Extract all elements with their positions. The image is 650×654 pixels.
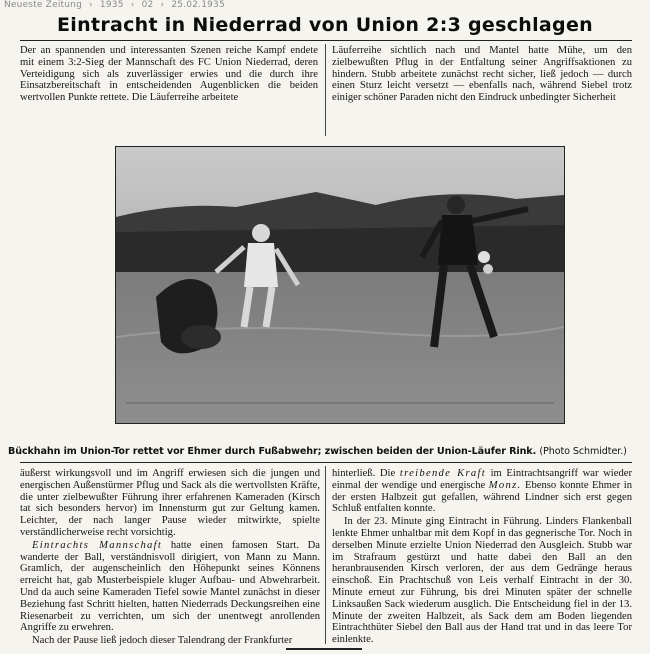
- caption-text: Bückhahn im Union-Tor rettet vor Ehmer durch Fußabwehr; zwischen beiden der Union-Läufer Rink.: [8, 446, 537, 457]
- breadcrumb-date[interactable]: 25.02.1935: [171, 0, 225, 10]
- article-end-rule: [286, 648, 362, 650]
- body-right-column: [332, 468, 632, 647]
- column-divider: [325, 44, 326, 136]
- breadcrumb: [4, 0, 229, 10]
- emphasis-team: Eintrachts Mannschaft: [32, 539, 163, 551]
- intro-right-text: Läuferreihe sichtlich nach und Mantel hatte Mühe, um den zielbewußten Pflug in der Entfaltung seiner Angriffsaktionen zu hindern. Stubb arbeitete zunächst recht sicher, ließ jedoch — durch einen Sturz leicht versetzt — ebenfalls nach, während Siebel trotz einiger schöner Paraden nicht den Eindruck unbedingter Sicherheit: [332, 45, 632, 104]
- body-left-paragraph-1: äußerst wirkungsvoll und im Angriff erwiesen sich die jungen und energischen Außenstürmer Pflug und Sack als die wertvollsten Kräfte, die unter zielbewußter Führung ihrer erfahrenen Kameraden (Kirsch tat sich besonders hervor) im Innensturm gut zur Geltung kamen. Leichter, der nach langer Pause wieder mitwirkte, spielte verständlicherweise recht vorsichtig.: [20, 468, 320, 538]
- breadcrumb-separator: ›: [89, 0, 93, 10]
- photo-credit: (Photo Schmidter.): [539, 446, 627, 457]
- breadcrumb-source[interactable]: Neueste Zeitung: [4, 0, 82, 10]
- body-left-paragraph-2: [20, 540, 320, 634]
- emphasis-driving-force: treibende Kraft: [399, 468, 486, 479]
- headline-rule: [20, 40, 632, 41]
- intro-left-text: Der an spannenden und interessanten Szenen reiche Kampf endete mit einem 3:2-Sieg der Mannschaft des FC Union Niederrad, deren Verteidigung sich als zuverlässiger erwies und die durch ihre Einsatzbereitschaft in entscheidenden Augenblicken die beiden wertvollen Punkte rettete. Die Läuferreihe arbeitete: [20, 45, 318, 104]
- breadcrumb-month[interactable]: 02: [141, 0, 154, 10]
- intro-left-column: [20, 45, 318, 105]
- body-right-paragraph-2: In der 23. Minute ging Eintracht in Führung. Linders Flankenball lenkte Ehmer unhaltbar mit dem Kopf in das gegnerische Tor. Noch in derselben Minute erzielte Union Niederrad den Ausgleich. Stubb war im Strafraum gestürzt und hatte dabei den Ball an den heranbrausenden Kirsch verloren, der aus dem Gedränge heraus einschoß. Ein Prachtschuß von Leis verhalf Eintracht in der 30. Minute erneut zur Führung, bis drei Minuten später der schnelle Linksaußen Sack wiederum ausglich. Die Entscheidung fiel in der 13. Minute der zweiten Halbzeit, als Sack dem am Boden liegenden Eintrachthüter Siebel den Ball aus der Hand trat und in das leere Tor einlenkte.: [332, 516, 632, 646]
- photo-caption: [8, 446, 642, 457]
- body-left-paragraph-2-text: hatte einen famosen Start. Da wanderte der Ball, verständnisvoll dirigiert, von Mann zu Mann. Gramlich, der augenscheinlich den Höhepunkt seines Könnens erreicht hat, gab Musterbeispiele kluger Aufbau- und Abwehrarbeit. Und da auch seine Kameraden Tiefel sowie Mantel zunächst in dieser Beziehung fast Schritt hielten, hatten Niederrads Deckungsreihen eine Riesenarbeit zu verrichten, um sich der unentwegt anrollenden Angriffe zu erwehren.: [20, 539, 320, 634]
- match-photo: [115, 146, 565, 424]
- body-left-paragraph-3: Nach der Pause ließ jedoch dieser Talendrang der Frankfurter: [32, 635, 293, 647]
- intro-right-column: [332, 45, 632, 105]
- body-left-column: [20, 468, 320, 648]
- body-right-paragraph-1: [332, 468, 632, 515]
- breadcrumb-year[interactable]: 1935: [99, 0, 124, 10]
- breadcrumb-separator: ›: [130, 0, 135, 10]
- text-run: Ebenso konnte Ehmer in der ersten Halbzeit gut gefallen, während Lindner sich erst gegen Schluß entfalten konnte.: [332, 479, 633, 515]
- caption-rule: [20, 462, 632, 463]
- emphasis-player: Monz.: [488, 479, 522, 491]
- photo-illustration: [116, 147, 564, 423]
- breadcrumb-separator: ›: [160, 0, 165, 10]
- column-divider: [325, 466, 326, 644]
- text-run: hinterließ. Die: [332, 468, 396, 479]
- article-headline: Eintracht in Niederrad von Union 2:3 geschlagen: [57, 14, 593, 36]
- text-run: im Eintrachtsangriff war wieder einmal der wendige und energische: [332, 468, 632, 491]
